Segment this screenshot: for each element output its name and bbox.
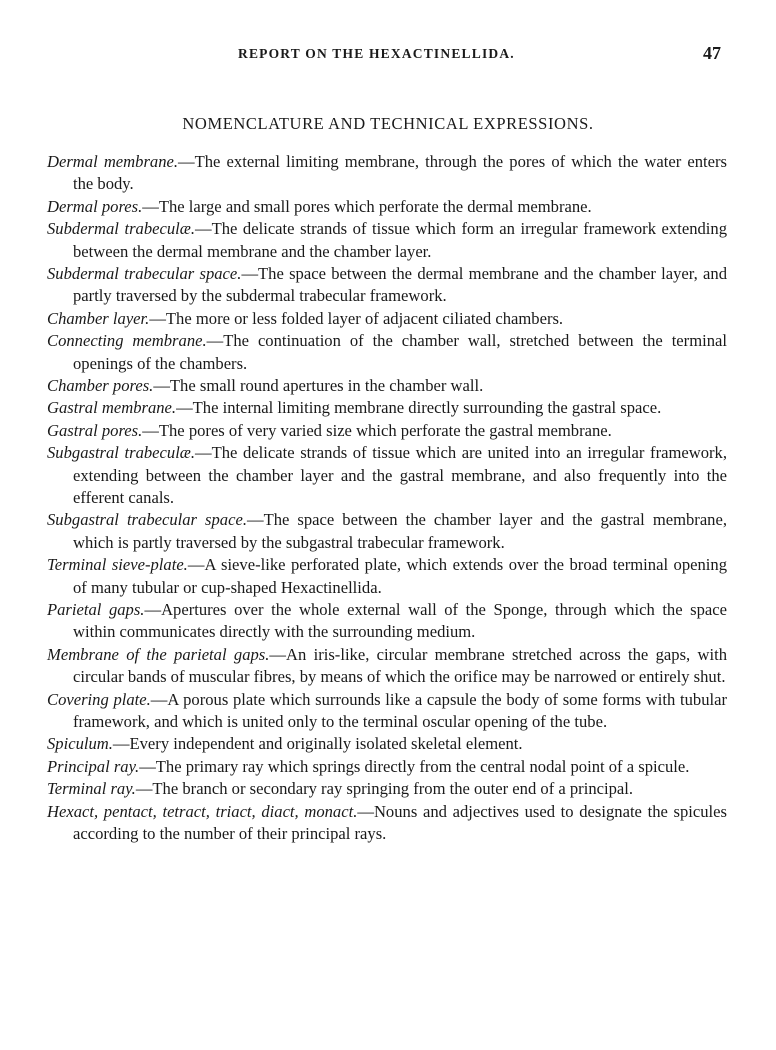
entry-term: Spiculum. bbox=[47, 734, 113, 754]
entry-definition: —The space between the chamber layer and the gastral membrane, which is partly traversed by the subgastral trabecular framework. bbox=[73, 510, 727, 552]
section-title: NOMENCLATURE AND TECHNICAL EXPRESSIONS. bbox=[182, 114, 594, 133]
entry-definition: —Nouns and adjectives used to designate the spicules according to the number of their principal rays. bbox=[73, 801, 727, 843]
entry-term: Subgastral trabeculæ. bbox=[47, 443, 196, 463]
glossary-entry bbox=[47, 509, 727, 554]
entry-definition: —A sieve-like perforated plate, which extends over the broad terminal opening of many tubular or cup-shaped Hexactinellida. bbox=[73, 555, 728, 597]
glossary-entry bbox=[47, 599, 727, 644]
entry-definition: —The delicate strands of tissue which form an irregular framework extending between the dermal membrane and the chamber layer. bbox=[73, 219, 727, 261]
running-title: REPORT ON THE HEXACTINELLIDA. bbox=[238, 46, 515, 61]
entry-term: Chamber pores. bbox=[47, 376, 154, 395]
glossary-entry bbox=[47, 733, 727, 755]
glossary-entry bbox=[47, 442, 727, 509]
entry-term: Hexact, pentact, tetract, triact, diact, monact. bbox=[47, 801, 358, 821]
glossary-entry bbox=[47, 756, 727, 778]
glossary-entries bbox=[47, 151, 727, 845]
glossary-entry bbox=[47, 397, 727, 419]
entry-definition: —The external limiting membrane, through the pores of which the water enters the body. bbox=[73, 152, 727, 194]
entry-definition: —The pores of very varied size which perforate the gastral membrane. bbox=[142, 420, 612, 440]
entry-definition: —The delicate strands of tissue which are united into an irregular framework, extending between the chamber layer and the gastral membrane, and also frequently into the efferent canals. bbox=[73, 443, 727, 507]
entry-definition: —The internal limiting membrane directly surrounding the gastral space. bbox=[176, 398, 662, 418]
glossary-entry bbox=[47, 196, 727, 218]
glossary-entry bbox=[47, 554, 727, 599]
entry-term: Membrane of the parietal gaps. bbox=[47, 644, 270, 664]
entry-term: Covering plate. bbox=[47, 689, 151, 709]
entry-term: Principal ray. bbox=[47, 756, 140, 776]
entry-definition: —The primary ray which springs directly from the central nodal point of a spicule. bbox=[139, 756, 690, 776]
glossary-entry bbox=[47, 420, 727, 442]
entry-definition: —A porous plate which surrounds like a capsule the body of some forms with tubular framework, and which is united only to the terminal oscular opening of the tube. bbox=[73, 689, 727, 731]
entry-definition: —The more or less folded layer of adjacent ciliated chambers. bbox=[149, 308, 564, 328]
glossary-entry bbox=[47, 330, 727, 375]
entry-term: Dermal pores. bbox=[47, 196, 143, 216]
page-number: 47 bbox=[703, 43, 721, 63]
running-head bbox=[0, 43, 776, 68]
glossary-entry bbox=[47, 308, 727, 330]
glossary-entry bbox=[47, 263, 727, 308]
entry-term: Gastral pores. bbox=[47, 420, 143, 440]
glossary-entry bbox=[47, 689, 727, 734]
entry-term: Subdermal trabecular space. bbox=[47, 264, 242, 283]
glossary-entry bbox=[47, 218, 727, 263]
glossary-entry bbox=[47, 151, 727, 196]
entry-definition: —The continuation of the chamber wall, stretched between the terminal openings of the chambers. bbox=[73, 331, 727, 373]
entry-term: Subgastral trabecular space. bbox=[47, 510, 247, 530]
entry-definition: —Every independent and originally isolated skeletal element. bbox=[112, 734, 523, 754]
entry-term: Gastral membrane. bbox=[47, 398, 177, 418]
glossary-entry bbox=[47, 801, 727, 846]
entry-term: Connecting membrane. bbox=[47, 331, 207, 351]
glossary-entry bbox=[47, 644, 727, 689]
entry-definition: —The branch or secondary ray springing from the outer end of a principal. bbox=[135, 779, 634, 799]
glossary-entry bbox=[47, 778, 727, 800]
entry-definition: —An iris-like, circular membrane stretched across the gaps, with circular bands of muscular fibres, by means of which the orifice may be narrowed or entirely shut. bbox=[73, 644, 728, 687]
entry-term: Terminal ray. bbox=[47, 779, 136, 799]
entry-term: Chamber layer. bbox=[47, 308, 150, 328]
glossary-entry bbox=[47, 375, 727, 397]
entry-term: Parietal gaps. bbox=[47, 600, 145, 619]
entry-definition: —The small round apertures in the chamber wall. bbox=[153, 376, 484, 395]
entry-definition: —The space between the dermal membrane and the chamber layer, and partly traversed by the subdermal trabecular framework. bbox=[73, 264, 728, 306]
entry-term: Subdermal trabeculæ. bbox=[47, 219, 195, 239]
entry-definition: —Apertures over the whole external wall of the Sponge, through which the space within communicates directly with the surrounding medium. bbox=[73, 600, 728, 642]
entry-term: Dermal membrane. bbox=[47, 152, 179, 171]
entry-term: Terminal sieve-plate. bbox=[47, 555, 188, 575]
entry-definition: —The large and small pores which perforate the dermal membrane. bbox=[142, 196, 592, 216]
